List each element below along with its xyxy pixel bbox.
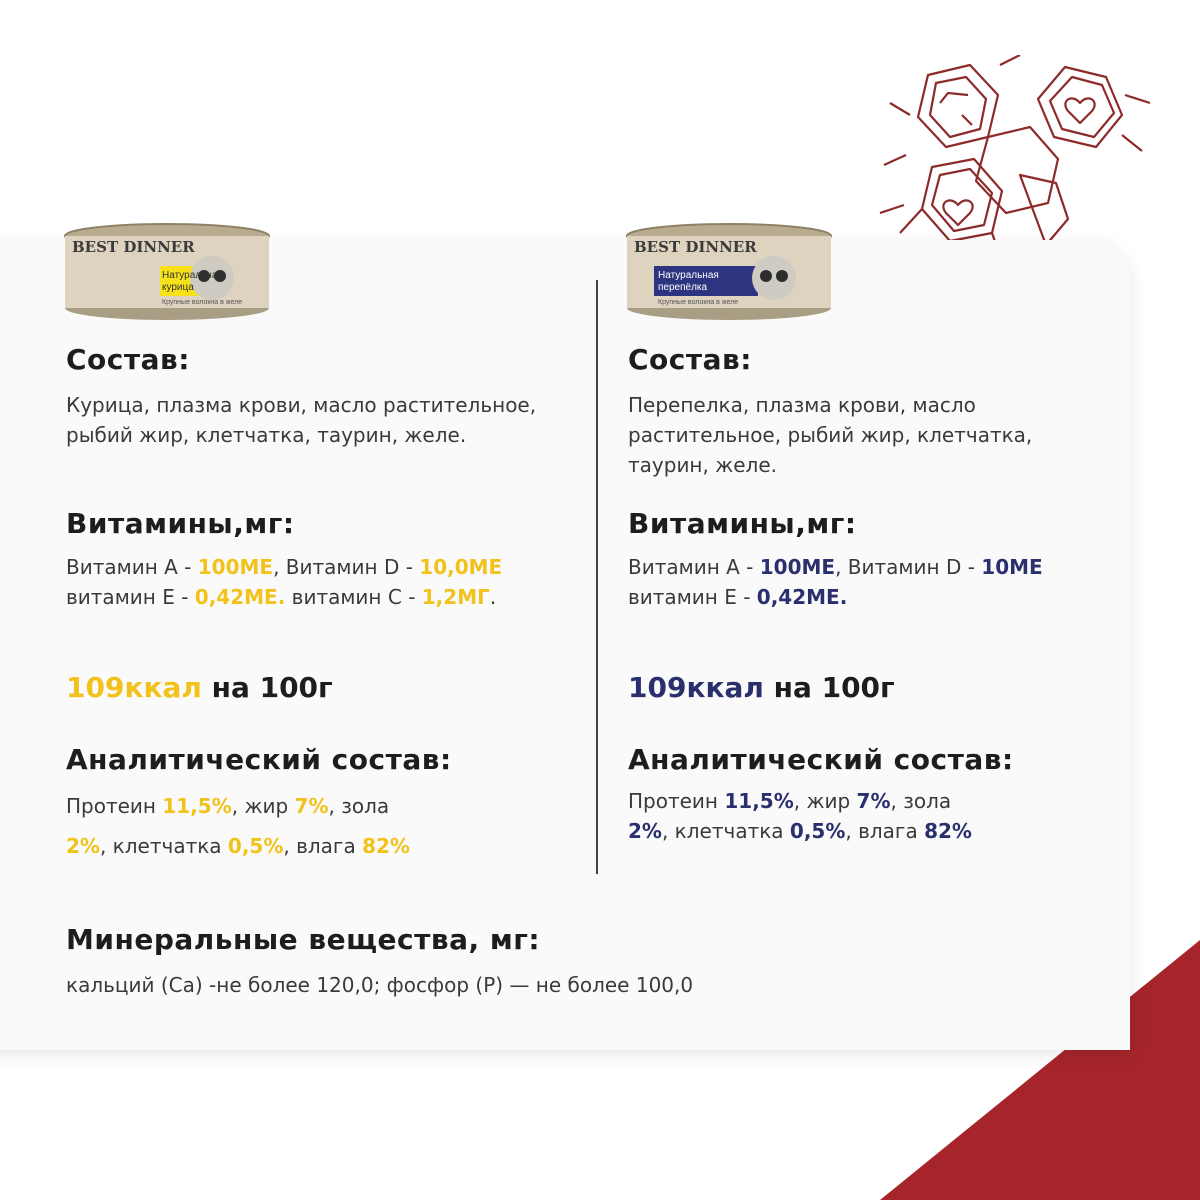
can-subtitle: Крупные волокна в желе <box>162 299 243 306</box>
product-can-quail <box>624 222 834 322</box>
column-divider <box>596 280 598 874</box>
analytic-title: Аналитический состав: <box>66 743 452 776</box>
vitamins-line: витамин Е - 0,42МЕ. витамин С - 1,2МГ. <box>66 585 497 609</box>
analytic-line: Протеин 11,5%, жир 7%, зола <box>66 794 390 818</box>
composition-section <box>66 340 586 450</box>
composition-line: таурин, желе. <box>628 453 777 477</box>
kcal-line: 109ккал на 100г <box>628 671 895 704</box>
composition-line: растительное, рыбий жир, клетчатка, <box>628 423 1033 447</box>
vitamins-section <box>628 504 1148 612</box>
analytic-line: 2%, клетчатка 0,5%, влага 82% <box>628 819 972 843</box>
analytic-line: Протеин 11,5%, жир 7%, зола <box>628 789 952 813</box>
analytic-title: Аналитический состав: <box>628 743 1014 776</box>
vitamins-section <box>66 504 586 612</box>
can-brand: BEST DINNER <box>634 238 757 256</box>
minerals-section <box>66 920 966 1000</box>
composition-line: Перепелка, плазма крови, масло <box>628 393 976 417</box>
hexagon-hearts-decoration <box>870 55 1160 250</box>
can-flavor-line1: Натуральная <box>658 270 719 281</box>
composition-line: рыбий жир, клетчатка, таурин, желе. <box>66 423 467 447</box>
composition-title: Состав: <box>628 343 752 376</box>
minerals-text: кальций (Са) -не более 120,0; фосфор (Р) — не более 100,0 <box>66 973 694 997</box>
analytic-section <box>66 740 586 866</box>
can-brand: BEST DINNER <box>72 238 195 256</box>
minerals-title: Минеральные вещества, мг: <box>66 923 541 956</box>
vitamins-title: Витамины,мг: <box>628 507 857 540</box>
composition-title: Состав: <box>66 343 190 376</box>
product-can-chicken <box>62 222 272 322</box>
vitamins-line: Витамин А - 100МЕ, Витамин D - 10,0МЕ <box>66 555 503 579</box>
can-flavor-line2: перепёлка <box>658 282 708 293</box>
composition-section <box>628 340 1148 480</box>
can-flavor-line2: курица <box>162 282 194 293</box>
kcal-line: 109ккал на 100г <box>66 671 333 704</box>
composition-line: Курица, плазма крови, масло растительное, <box>66 393 537 417</box>
vitamins-line: Витамин А - 100МЕ, Витамин D - 10МЕ <box>628 555 1043 579</box>
vitamins-line: витамин Е - 0,42МЕ. <box>628 585 848 609</box>
can-subtitle: Крупные волокна в желе <box>658 299 739 306</box>
vitamins-title: Витамины,мг: <box>66 507 295 540</box>
analytic-line: 2%, клетчатка 0,5%, влага 82% <box>66 834 410 858</box>
analytic-section <box>628 740 1148 846</box>
can-flavor-line1: Натуральная <box>162 270 223 281</box>
